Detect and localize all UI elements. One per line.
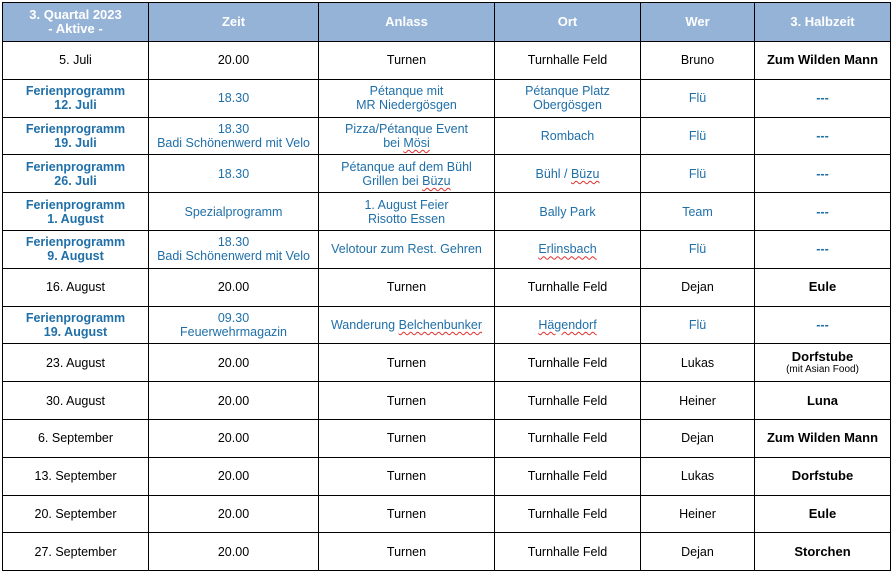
cell-anlass — [319, 382, 495, 420]
cell-zeit — [149, 42, 319, 80]
cell-zeit-line: Badi Schönenwerd mit Velo — [157, 249, 310, 264]
cell-wer — [641, 193, 755, 231]
cell-wer — [641, 344, 755, 382]
cell-date — [3, 419, 149, 457]
cell-ort-line: Rombach — [540, 128, 595, 143]
cell-date — [3, 117, 149, 155]
cell-ort-line: Turnhalle Feld — [527, 469, 608, 484]
cell-wer — [641, 533, 755, 571]
cell-date-line: Ferienprogramm — [25, 310, 126, 325]
table-row — [3, 495, 891, 533]
cell-halbzeit — [755, 155, 891, 193]
cell-wer-line: Flü — [688, 242, 707, 257]
table-row — [3, 230, 891, 268]
cell-ort-line: Bühl / Büzu — [535, 166, 600, 181]
cell-zeit-line: 20.00 — [217, 431, 250, 446]
cell-zeit — [149, 533, 319, 571]
cell-halbzeit — [755, 495, 891, 533]
cell-date-line: 6. September — [37, 431, 114, 446]
cell-wer — [641, 495, 755, 533]
table-row — [3, 155, 891, 193]
cell-halbzeit-line: Storchen — [794, 543, 851, 559]
cell-anlass — [319, 42, 495, 80]
cell-wer-line: Lukas — [680, 469, 715, 484]
cell-anlass — [319, 344, 495, 382]
header-anlass: Anlass — [319, 3, 495, 42]
cell-halbzeit-line: Eule — [808, 279, 837, 295]
cell-halbzeit — [755, 306, 891, 344]
cell-anlass-line: Pétanque mit — [369, 84, 444, 99]
cell-ort — [495, 193, 641, 231]
cell-zeit-line: 20.00 — [217, 355, 250, 370]
cell-ort-line: Turnhalle Feld — [527, 431, 608, 446]
cell-anlass — [319, 155, 495, 193]
cell-wer-line: Heiner — [679, 506, 716, 521]
cell-halbzeit-line: Zum Wilden Mann — [766, 52, 879, 68]
cell-anlass-line: Turnen — [386, 280, 427, 295]
cell-halbzeit — [755, 79, 891, 117]
cell-anlass — [319, 457, 495, 495]
cell-wer — [641, 306, 755, 344]
header-quartal-line2: - Aktive - — [48, 21, 103, 36]
cell-wer — [641, 42, 755, 80]
cell-date-line: 1. August — [47, 211, 104, 226]
cell-wer — [641, 457, 755, 495]
table-row — [3, 268, 891, 306]
cell-halbzeit — [755, 344, 891, 382]
cell-ort-line: Turnhalle Feld — [527, 393, 608, 408]
cell-date-line: 30. August — [45, 393, 106, 408]
table-row — [3, 193, 891, 231]
table-row — [3, 42, 891, 80]
cell-date — [3, 193, 149, 231]
cell-anlass-line: Pizza/Pétanque Event — [345, 121, 468, 136]
cell-halbzeit — [755, 117, 891, 155]
cell-ort — [495, 495, 641, 533]
cell-wer-line: Dejan — [681, 280, 714, 295]
cell-halbzeit — [755, 419, 891, 457]
cell-zeit — [149, 117, 319, 155]
cell-halbzeit-line: --- — [816, 128, 829, 143]
cell-zeit-line: 20.00 — [217, 393, 250, 408]
cell-date-line: Ferienprogramm — [25, 84, 126, 99]
cell-ort-line: Turnhalle Feld — [527, 280, 608, 295]
cell-wer — [641, 230, 755, 268]
cell-anlass — [319, 268, 495, 306]
cell-date-line: 23. August — [45, 355, 106, 370]
cell-anlass-line: Turnen — [386, 393, 427, 408]
cell-zeit — [149, 457, 319, 495]
cell-date-line: Ferienprogramm — [25, 121, 126, 136]
cell-ort — [495, 457, 641, 495]
cell-ort — [495, 419, 641, 457]
cell-date-line: 19. Juli — [54, 135, 97, 150]
cell-anlass — [319, 419, 495, 457]
cell-date — [3, 268, 149, 306]
cell-anlass-line: Grillen bei Büzu — [362, 173, 451, 188]
cell-anlass-line: bei Mösi — [383, 135, 430, 150]
cell-anlass-line: Turnen — [386, 544, 427, 559]
cell-zeit — [149, 79, 319, 117]
header-zeit: Zeit — [149, 3, 319, 42]
cell-anlass-line: Wanderung Belchenbunker — [330, 317, 483, 332]
table-row — [3, 533, 891, 571]
cell-date-line: Ferienprogramm — [25, 235, 126, 250]
cell-date-line: 5. Juli — [59, 53, 92, 68]
cell-wer — [641, 268, 755, 306]
table-row — [3, 79, 891, 117]
cell-zeit-line: 18.30 — [217, 91, 250, 106]
cell-date — [3, 495, 149, 533]
cell-zeit — [149, 155, 319, 193]
cell-zeit-line: Feuerwehrmagazin — [180, 324, 287, 339]
cell-anlass — [319, 306, 495, 344]
cell-halbzeit-line: Dorfstube — [791, 468, 854, 484]
cell-wer-line: Heiner — [679, 393, 716, 408]
cell-date-line: 9. August — [47, 249, 104, 264]
cell-anlass-line: Turnen — [386, 506, 427, 521]
cell-zeit-line: 20.00 — [217, 544, 250, 559]
cell-halbzeit-line: --- — [816, 166, 829, 181]
cell-date — [3, 382, 149, 420]
cell-ort — [495, 155, 641, 193]
cell-zeit-line: 20.00 — [217, 280, 250, 295]
cell-date-line: 26. Juli — [54, 173, 97, 188]
cell-zeit-line: Badi Schönenwerd mit Velo — [157, 135, 310, 150]
cell-halbzeit-line: --- — [816, 91, 829, 106]
cell-anlass — [319, 79, 495, 117]
cell-date-line: 13. September — [34, 469, 117, 484]
cell-ort-line: Hägendorf — [538, 317, 597, 332]
cell-ort — [495, 344, 641, 382]
cell-anlass — [319, 230, 495, 268]
cell-zeit — [149, 495, 319, 533]
table-row — [3, 344, 891, 382]
schedule-table — [2, 2, 891, 571]
table-row — [3, 117, 891, 155]
cell-halbzeit — [755, 382, 891, 420]
table-row — [3, 306, 891, 344]
cell-ort — [495, 79, 641, 117]
cell-zeit-line: 20.00 — [217, 469, 250, 484]
cell-date — [3, 155, 149, 193]
cell-anlass-line: Pétanque auf dem Bühl — [341, 159, 472, 174]
header-row — [3, 3, 891, 42]
cell-anlass-line: Turnen — [386, 469, 427, 484]
cell-halbzeit-line: Luna — [806, 392, 839, 408]
cell-halbzeit-line: Zum Wilden Mann — [766, 430, 879, 446]
cell-wer — [641, 382, 755, 420]
cell-date — [3, 457, 149, 495]
cell-halbzeit-line: --- — [816, 317, 829, 332]
cell-halbzeit-line: Eule — [808, 505, 837, 521]
cell-wer-line: Dejan — [681, 431, 714, 446]
cell-date-line: Ferienprogramm — [25, 159, 126, 174]
cell-wer-line: Flü — [688, 166, 707, 181]
cell-anlass-line: Turnen — [386, 53, 427, 68]
cell-zeit-line: 18.30 — [217, 121, 250, 136]
cell-wer-line: Flü — [688, 128, 707, 143]
cell-wer-line: Flü — [688, 317, 707, 332]
cell-halbzeit — [755, 457, 891, 495]
cell-date-line: Ferienprogramm — [25, 197, 126, 212]
cell-halbzeit — [755, 193, 891, 231]
cell-ort-line: Bally Park — [539, 204, 596, 219]
cell-ort-line: Erlinsbach — [538, 242, 597, 257]
table-row — [3, 382, 891, 420]
table-row — [3, 419, 891, 457]
cell-wer-line: Flü — [688, 91, 707, 106]
cell-ort-line: Turnhalle Feld — [527, 355, 608, 370]
cell-date — [3, 533, 149, 571]
cell-date — [3, 306, 149, 344]
cell-zeit-line: 20.00 — [217, 506, 250, 521]
cell-anlass-line: Risotto Essen — [367, 211, 446, 226]
cell-anlass-line: MR Niedergösgen — [356, 98, 457, 113]
cell-zeit-line: 18.30 — [217, 235, 250, 250]
cell-date-line: 27. September — [34, 544, 117, 559]
cell-zeit — [149, 344, 319, 382]
cell-wer-line: Team — [682, 204, 713, 219]
cell-wer-line: Bruno — [680, 53, 715, 68]
cell-anlass — [319, 193, 495, 231]
cell-date-line: 19. August — [43, 324, 108, 339]
cell-halbzeit — [755, 230, 891, 268]
cell-date-line: 16. August — [45, 280, 106, 295]
cell-date — [3, 79, 149, 117]
cell-ort — [495, 306, 641, 344]
cell-zeit — [149, 306, 319, 344]
cell-halbzeit — [755, 533, 891, 571]
cell-ort-line: Turnhalle Feld — [527, 544, 608, 559]
cell-anlass-line: Turnen — [386, 355, 427, 370]
cell-halbzeit-line: --- — [816, 204, 829, 219]
cell-ort — [495, 230, 641, 268]
cell-zeit-line: Spezialprogramm — [184, 204, 283, 219]
cell-zeit — [149, 268, 319, 306]
cell-wer — [641, 79, 755, 117]
cell-anlass — [319, 533, 495, 571]
cell-anlass-line: 1. August Feier — [364, 197, 449, 212]
cell-wer — [641, 155, 755, 193]
cell-date-line: 12. Juli — [54, 98, 97, 113]
cell-ort-line: Turnhalle Feld — [527, 53, 608, 68]
cell-ort-line: Turnhalle Feld — [527, 506, 608, 521]
cell-wer — [641, 117, 755, 155]
cell-date — [3, 230, 149, 268]
header-quartal — [3, 3, 149, 42]
header-ort: Ort — [495, 3, 641, 42]
cell-zeit — [149, 230, 319, 268]
cell-zeit — [149, 419, 319, 457]
cell-halbzeit — [755, 42, 891, 80]
cell-halbzeit — [755, 268, 891, 306]
cell-anlass — [319, 495, 495, 533]
cell-ort — [495, 533, 641, 571]
table-row — [3, 457, 891, 495]
cell-halbzeit-line: --- — [816, 242, 829, 257]
header-halbzeit: 3. Halbzeit — [755, 3, 891, 42]
cell-zeit-line: 09.30 — [217, 310, 250, 325]
cell-wer-line: Dejan — [681, 544, 714, 559]
cell-anlass-line: Velotour zum Rest. Gehren — [331, 242, 482, 257]
cell-date-line: 20. September — [34, 506, 117, 521]
cell-ort-line: Obergösgen — [533, 98, 602, 113]
cell-zeit — [149, 193, 319, 231]
header-quartal-line1: 3. Quartal 2023 — [29, 7, 122, 22]
cell-zeit-line: 18.30 — [217, 166, 250, 181]
cell-wer — [641, 419, 755, 457]
cell-ort — [495, 268, 641, 306]
cell-halbzeit-line: Dorfstube — [791, 349, 854, 365]
cell-anlass — [319, 117, 495, 155]
header-wer: Wer — [641, 3, 755, 42]
cell-zeit-line: 20.00 — [217, 53, 250, 68]
cell-ort-line: Pétanque Platz — [525, 84, 610, 99]
cell-zeit — [149, 382, 319, 420]
cell-anlass-line: Turnen — [386, 431, 427, 446]
cell-date — [3, 344, 149, 382]
cell-halbzeit-line: (mit Asian Food) — [786, 364, 859, 376]
cell-ort — [495, 117, 641, 155]
cell-ort — [495, 42, 641, 80]
cell-date — [3, 42, 149, 80]
cell-ort — [495, 382, 641, 420]
cell-wer-line: Lukas — [680, 355, 715, 370]
